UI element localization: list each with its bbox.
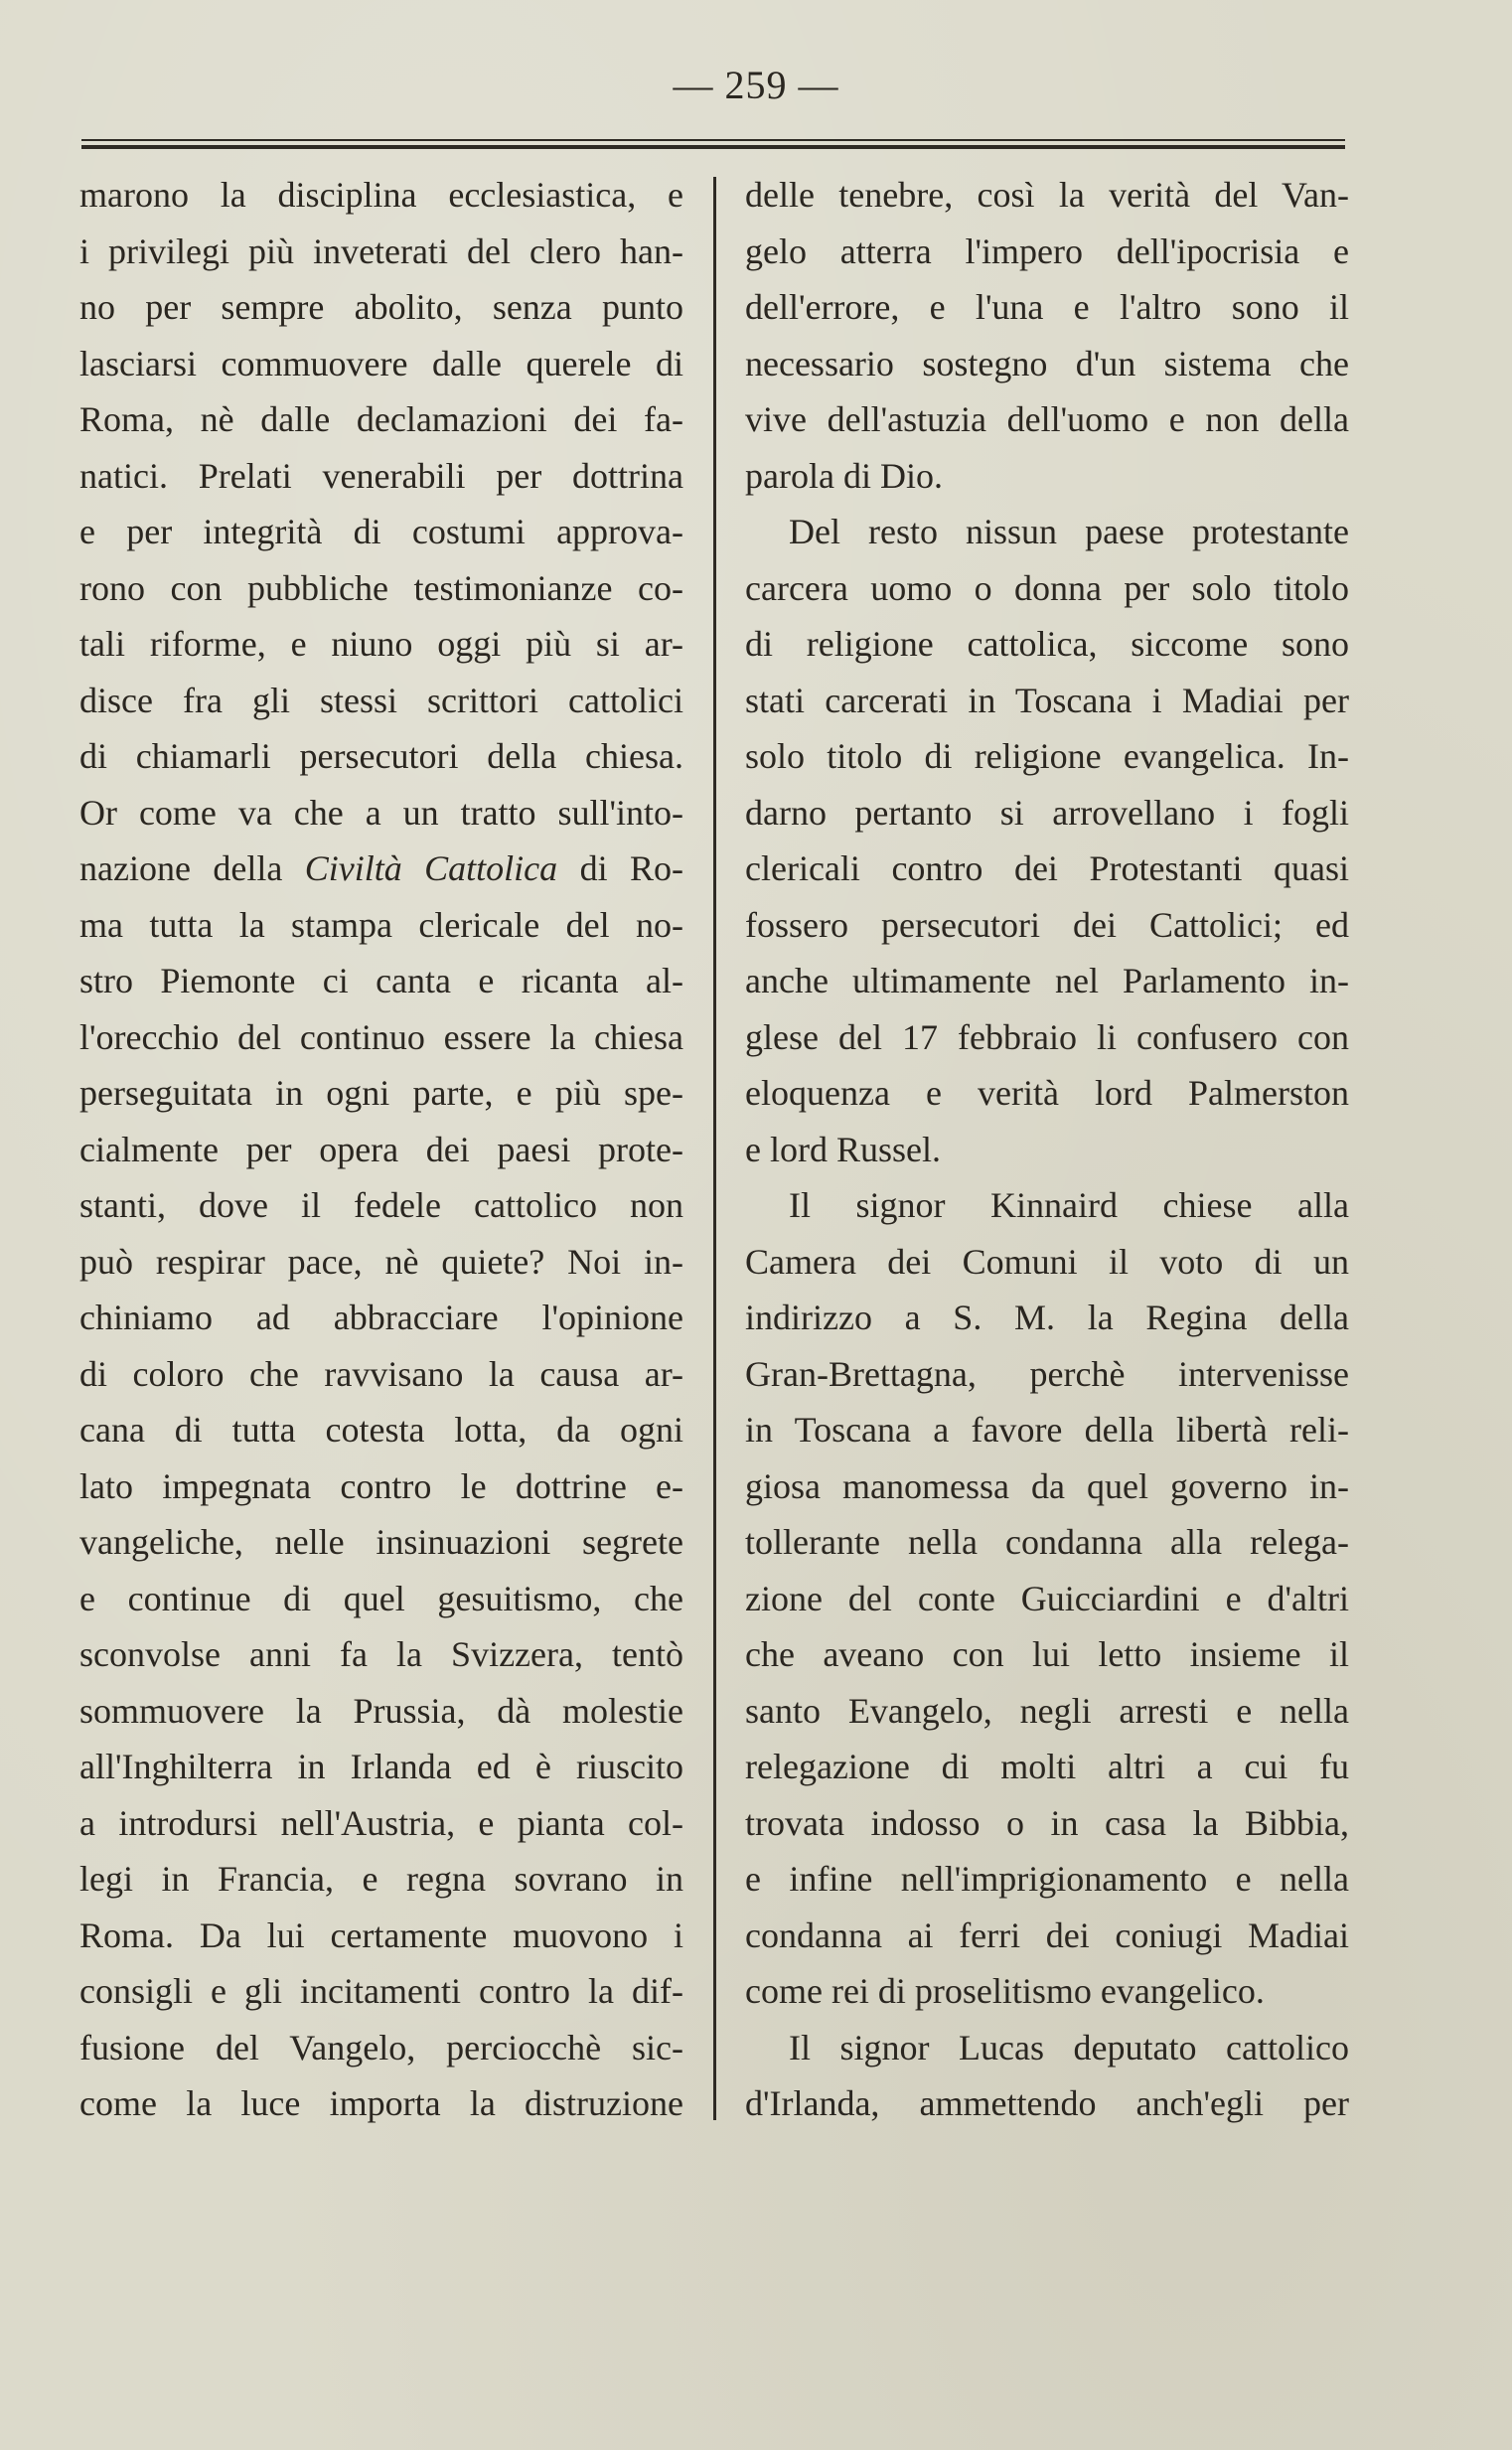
text-line: l'orecchio del continuo essere la chiesa bbox=[79, 1016, 683, 1057]
text-line: come la luce importa la distruzione bbox=[79, 2083, 683, 2123]
italic-title: Civiltà Cattolica bbox=[304, 848, 558, 888]
text-line: condanna ai ferri dei coniugi Madiai bbox=[745, 1914, 1349, 1955]
text-line: tollerante nella condanna alla relega- bbox=[745, 1522, 1349, 1562]
text-line: di religione cattolica, siccome sono bbox=[745, 624, 1349, 664]
text-line: delle tenebre, così la verità del Van- bbox=[745, 175, 1349, 215]
text-line: dell'errore, e l'una e l'altro sono il bbox=[745, 287, 1349, 327]
text-line: che aveano con lui letto insieme il bbox=[745, 1634, 1349, 1674]
text-line: parola di Dio. bbox=[745, 455, 943, 496]
text-line: Or come va che a un tratto sull'into- bbox=[79, 792, 683, 833]
header-rule-thin bbox=[81, 139, 1345, 141]
text-line: necessario sostegno d'un sistema che bbox=[745, 343, 1349, 383]
text-line: sconvolse anni fa la Svizzera, tentò bbox=[79, 1634, 683, 1674]
text-line: di coloro che ravvisano la causa ar- bbox=[79, 1353, 683, 1394]
text-line: sommuovere la Prussia, dà molestie bbox=[79, 1690, 683, 1731]
text-line: gelo atterra l'impero dell'ipocrisia e bbox=[745, 230, 1349, 271]
right-column bbox=[745, 167, 1349, 2132]
text-line: i privilegi più inveterati del clero han- bbox=[79, 230, 683, 271]
left-column bbox=[79, 167, 683, 2132]
text-line: tali riforme, e niuno oggi più si ar- bbox=[79, 624, 683, 664]
text-line: e lord Russel. bbox=[745, 1129, 941, 1169]
text-line: chiniamo ad abbracciare l'opinione bbox=[79, 1298, 683, 1337]
page-number: — 259 — bbox=[673, 63, 839, 107]
text-line: stanti, dove il fedele cattolico non bbox=[79, 1185, 683, 1225]
text-line: darno pertanto si arrovellano i fogli bbox=[745, 792, 1349, 833]
text-line: può respirar pace, nè quiete? Noi in- bbox=[79, 1241, 683, 1282]
text-line: Gran-Brettagna, perchè intervenisse bbox=[745, 1353, 1349, 1394]
text-line: santo Evangelo, negli arresti e nella bbox=[745, 1690, 1349, 1731]
text-line: carcera uomo o donna per solo titolo bbox=[745, 567, 1349, 608]
text-line: anche ultimamente nel Parlamento in- bbox=[745, 961, 1349, 1000]
text-line: e continue di quel gesuitismo, che bbox=[79, 1578, 683, 1618]
text-line: relegazione di molti altri a cui fu bbox=[745, 1747, 1349, 1786]
text-line: perseguitata in ogni parte, e più spe- bbox=[79, 1073, 683, 1113]
text-line: clericali contro dei Protestanti quasi bbox=[745, 848, 1349, 888]
text-line: disce fra gli stessi scrittori cattolici bbox=[79, 680, 683, 720]
text-line: vangeliche, nelle insinuazioni segrete bbox=[79, 1522, 683, 1562]
text-line: legi in Francia, e regna sovrano in bbox=[79, 1859, 683, 1899]
text-line: fusione del Vangelo, perciocchè sic- bbox=[79, 2027, 683, 2067]
text-line: fossero persecutori dei Cattolici; ed bbox=[745, 904, 1349, 945]
text-line: no per sempre abolito, senza punto bbox=[79, 287, 683, 327]
paragraph-start-line: Il signor Lucas deputato cattolico bbox=[789, 2027, 1349, 2067]
text-line: Camera dei Comuni il voto di un bbox=[745, 1241, 1349, 1282]
column-divider bbox=[713, 177, 716, 2120]
text-line: zione del conte Guicciardini e d'altri bbox=[745, 1578, 1349, 1618]
text-line: glese del 17 febbraio li confusero con bbox=[745, 1016, 1349, 1057]
text-line: lasciarsi commuovere dalle querele di bbox=[79, 343, 683, 383]
text-line: Roma. Da lui certamente muovono i bbox=[79, 1914, 683, 1955]
text-line: trovata indosso o in casa la Bibbia, bbox=[745, 1802, 1349, 1843]
text-line: rono con pubbliche testimonianze co- bbox=[79, 567, 683, 608]
text-line: lato impegnata contro le dottrine e- bbox=[79, 1465, 683, 1506]
text-line: eloquenza e verità lord Palmerston bbox=[745, 1073, 1349, 1113]
text-line: natici. Prelati venerabili per dottrina bbox=[79, 455, 683, 496]
text-line: marono la disciplina ecclesiastica, e bbox=[79, 175, 683, 215]
text-line-italic: nazione della Civiltà Cattolica di Ro- bbox=[79, 848, 683, 888]
header-rule-thick bbox=[81, 145, 1345, 149]
text-line: a introdursi nell'Austria, e pianta col- bbox=[79, 1802, 683, 1843]
text-line: come rei di proselitismo evangelico. bbox=[745, 1971, 1265, 2011]
paragraph-start-line: Il signor Kinnaird chiese alla bbox=[789, 1185, 1349, 1225]
text-line: solo titolo di religione evangelica. In- bbox=[745, 736, 1349, 776]
text-line: indirizzo a S. M. la Regina della bbox=[745, 1298, 1349, 1337]
text-line: vive dell'astuzia dell'uomo e non della bbox=[745, 399, 1349, 439]
text-line: consigli e gli incitamenti contro la dif- bbox=[79, 1971, 683, 2011]
text-line: e per integrità di costumi approva- bbox=[79, 512, 683, 551]
paragraph-start-line: Del resto nissun paese protestante bbox=[789, 512, 1349, 551]
text-line: stro Piemonte ci canta e ricanta al- bbox=[79, 961, 683, 1000]
text-line: e infine nell'imprigionamento e nella bbox=[745, 1859, 1349, 1899]
text-line: all'Inghilterra in Irlanda ed è riuscito bbox=[79, 1747, 683, 1786]
text-line: giosa manomessa da quel governo in- bbox=[745, 1465, 1349, 1506]
text-line: ma tutta la stampa clericale del no- bbox=[79, 904, 683, 945]
text-line: stati carcerati in Toscana i Madiai per bbox=[745, 680, 1349, 720]
text-line: d'Irlanda, ammettendo anch'egli per bbox=[745, 2083, 1349, 2123]
text-line: in Toscana a favore della libertà reli- bbox=[745, 1410, 1349, 1450]
text-line: cana di tutta cotesta lotta, da ogni bbox=[79, 1410, 683, 1450]
text-line: Roma, nè dalle declamazioni dei fa- bbox=[79, 399, 683, 439]
text-line: di chiamarli persecutori della chiesa. bbox=[79, 736, 683, 776]
text-line: cialmente per opera dei paesi prote- bbox=[79, 1129, 683, 1169]
